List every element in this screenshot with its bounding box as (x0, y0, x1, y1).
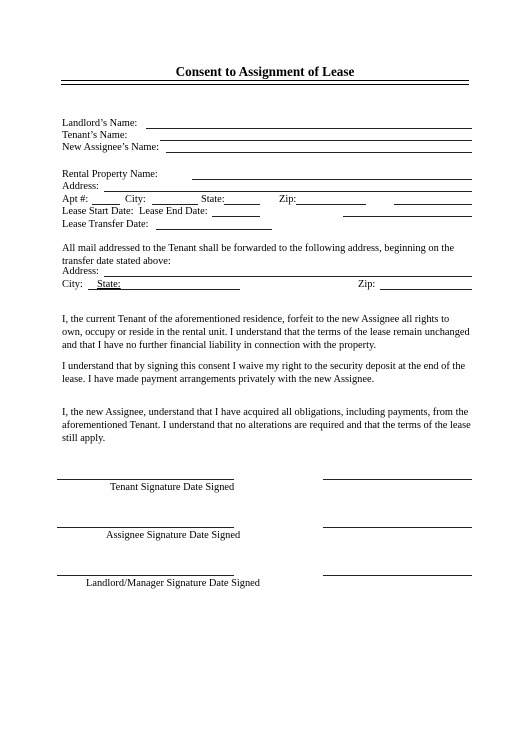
lease-transfer-field[interactable] (156, 229, 272, 230)
lease-transfer-label: Lease Transfer Date: (62, 219, 149, 230)
property-extra-field[interactable] (394, 204, 472, 205)
property-zip-field[interactable] (296, 204, 366, 205)
rental-property-field[interactable] (192, 179, 472, 180)
landlord-name-field[interactable] (146, 128, 472, 129)
mail-city-label: City: (62, 279, 83, 290)
deposit-waiver-paragraph: I understand that by signing this consent I waive my right to the security deposit at the end of the lease. I have made payment arrangements privately with the new Assignee. (62, 361, 466, 386)
tenant-signature-caption: Tenant Signature Date Signed (110, 482, 235, 493)
apt-label: Apt #: (62, 194, 89, 205)
tenant-name-field[interactable] (160, 140, 472, 141)
property-city-label: City: (125, 194, 146, 205)
mail-forwarding-paragraph: All mail addressed to the Tenant shall be forwarded to the following address, beginning on the transfer date stated above: (62, 243, 455, 268)
mail-zip-field[interactable] (380, 289, 472, 290)
assignee-signature-line[interactable] (57, 527, 234, 528)
landlord-name-label: Landlord’s Name: (62, 118, 138, 129)
mail-city-state-field[interactable] (88, 289, 240, 290)
assignee-obligations-paragraph: I, the new Assignee, understand that I have acquired all obligations, including payments, from the aforementioned Tenant. I understand that no alterations are required and that the terms of the lease still apply. (62, 407, 471, 445)
property-zip-label: Zip: (279, 194, 297, 205)
property-state-label: State: (201, 194, 225, 205)
title-rule-bottom (61, 84, 469, 85)
property-address-label: Address: (62, 181, 99, 192)
assignee-signature-caption: Assignee Signature Date Signed (106, 530, 241, 541)
property-state-field[interactable] (224, 204, 260, 205)
assignee-date-line[interactable] (323, 527, 472, 528)
mail-state-label: State: (97, 279, 121, 290)
assignee-name-label: New Assignee’s Name: (62, 142, 159, 153)
landlord-signature-line[interactable] (57, 575, 234, 576)
assignee-name-field[interactable] (166, 152, 472, 153)
landlord-signature-caption: Landlord/Manager Signature Date Signed (86, 578, 260, 589)
landlord-date-line[interactable] (323, 575, 472, 576)
lease-end-field[interactable] (343, 216, 472, 217)
tenant-date-line[interactable] (323, 479, 472, 480)
mail-address-field[interactable] (104, 276, 472, 277)
document-title: Consent to Assignment of Lease (175, 64, 355, 79)
lease-start-label: Lease Start Date: (62, 206, 134, 217)
title-rule-top (61, 80, 469, 81)
lease-end-label: Lease End Date: (139, 206, 208, 217)
lease-start-field[interactable] (212, 216, 260, 217)
tenant-forfeit-paragraph: I, the current Tenant of the aforementioned residence, forfeit to the new Assignee all rights to own, occupy or reside in the rental unit. I understand that the terms of the lease remain unchanged and that I have no further financial liability in connection with the property. (62, 314, 470, 352)
mail-zip-label: Zip: (358, 279, 376, 290)
tenant-name-label: Tenant’s Name: (62, 130, 128, 141)
property-address-field[interactable] (104, 191, 472, 192)
rental-property-label: Rental Property Name: (62, 169, 158, 180)
mail-address-label: Address: (62, 266, 99, 277)
tenant-signature-line[interactable] (57, 479, 234, 480)
